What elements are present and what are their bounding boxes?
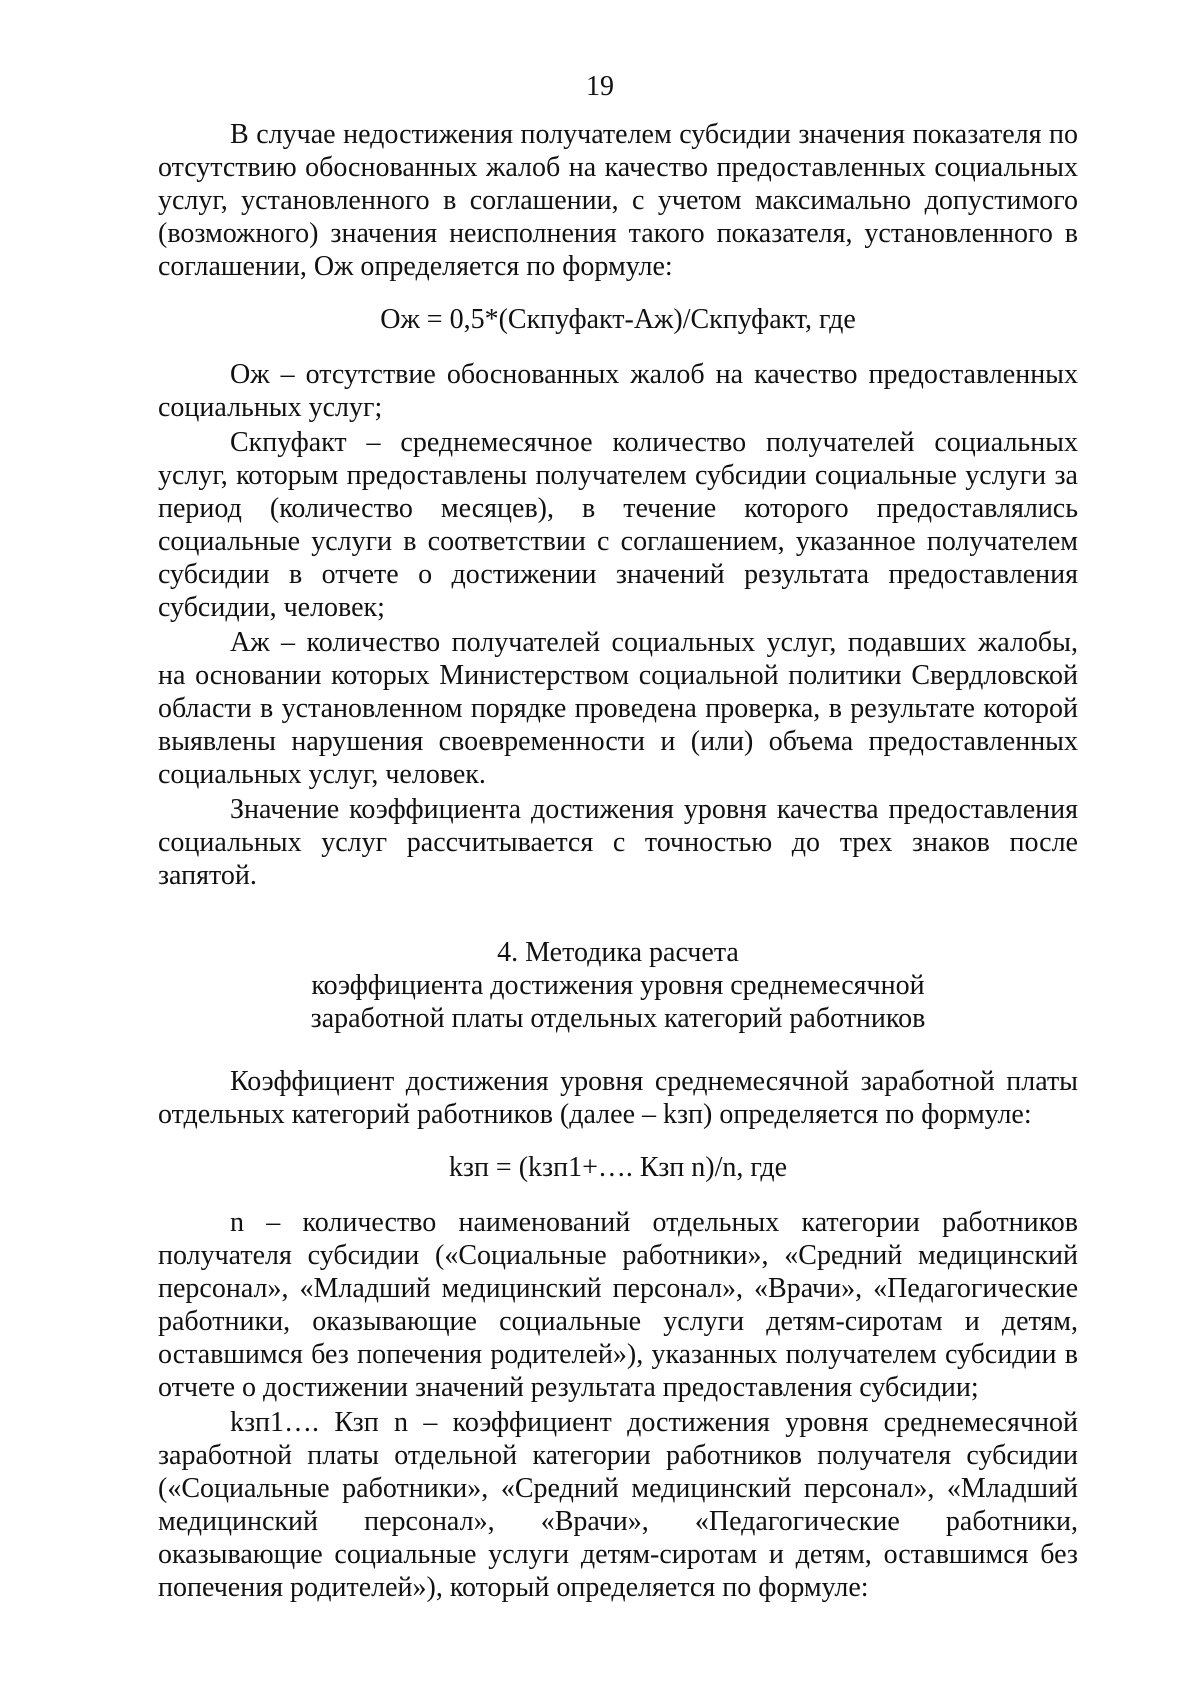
page-number: 19 bbox=[586, 71, 614, 102]
paragraph-kzp-intro: Коэффициент достижения уровня среднемесячной заработной платы отдельных категорий работников (далее – kзп) определяется по формуле: bbox=[158, 1066, 1078, 1130]
formula-oj: Ож = 0,5*(Скпуфакт-Аж)/Скпуфакт, где bbox=[380, 304, 856, 335]
definition-oj: Ож – отсутствие обоснованных жалоб на качество предоставленных социальных услуг; bbox=[158, 359, 1078, 423]
definition-kzp-categories: kзп1…. Кзп n – коэффициент достижения уровня среднемесячной заработной платы отдельной категории работников получателя субсидии («Социальные работники», «Средний медицинский персонал», «Младший медицинский персонал», «Врачи», «Педагогические работники, оказывающие социальные услуги детям-сиротам и детям, оставшимся без попечения родителей»), который определяется по формуле: bbox=[158, 1407, 1078, 1603]
definition-n: n – количество наименований отдельных категории работников получателя субсидии («Социальные работники», «Средний медицинский персонал», «Младший медицинский персонал», «Врачи», «Педагогические работники, оказывающие социальные услуги детям-сиротам и детям, оставшимся без попечения родителей»), указанных получателем субсидии в отчете о достижении значений результата предоставления субсидии; bbox=[158, 1207, 1078, 1403]
section-heading-line-1: 4. Методика расчета bbox=[497, 937, 739, 968]
formula-kzp: kзп = (kзп1+…. Кзп n)/n, где bbox=[448, 1152, 788, 1183]
paragraph-precision: Значение коэффициента достижения уровня качества предоставления социальных услуг рассчитывается с точностью до трех знаков после запятой. bbox=[158, 794, 1078, 891]
definition-skpufakt: Скпуфакт – среднемесячное количество получателей социальных услуг, которым предоставлены получателем субсидии социальные услуги за период (количество месяцев), в течение которого предоставлялись социальные услуги в соответствии с соглашением, указанное получателем субсидии в отчете о достижении значений результата предоставления субсидии, человек; bbox=[158, 427, 1078, 623]
section-heading-line-2: коэффициента достижения уровня среднемесячной bbox=[311, 970, 925, 1001]
paragraph-shortfall-case: В случае недостижения получателем субсидии значения показателя по отсутствию обоснованных жалоб на качество предоставленных социальных услуг, установленного в соглашении, с учетом максимально допустимого (возможного) значения неисполнения такого показателя, установленного в соглашении, Ож определяется по формуле: bbox=[158, 119, 1078, 282]
section-heading bbox=[158, 936, 1078, 1035]
document-body bbox=[158, 118, 1078, 1604]
definition-aj: Аж – количество получателей социальных услуг, подавших жалобы, на основании которых Министерством социальной политики Свердловской области в установленном порядке проведена проверка, в результате которой выявлены нарушения своевременности и (или) объема предоставленных социальных услуг, человек. bbox=[158, 627, 1078, 790]
section-heading-line-3: заработной платы отдельных категорий работников bbox=[310, 1003, 926, 1034]
